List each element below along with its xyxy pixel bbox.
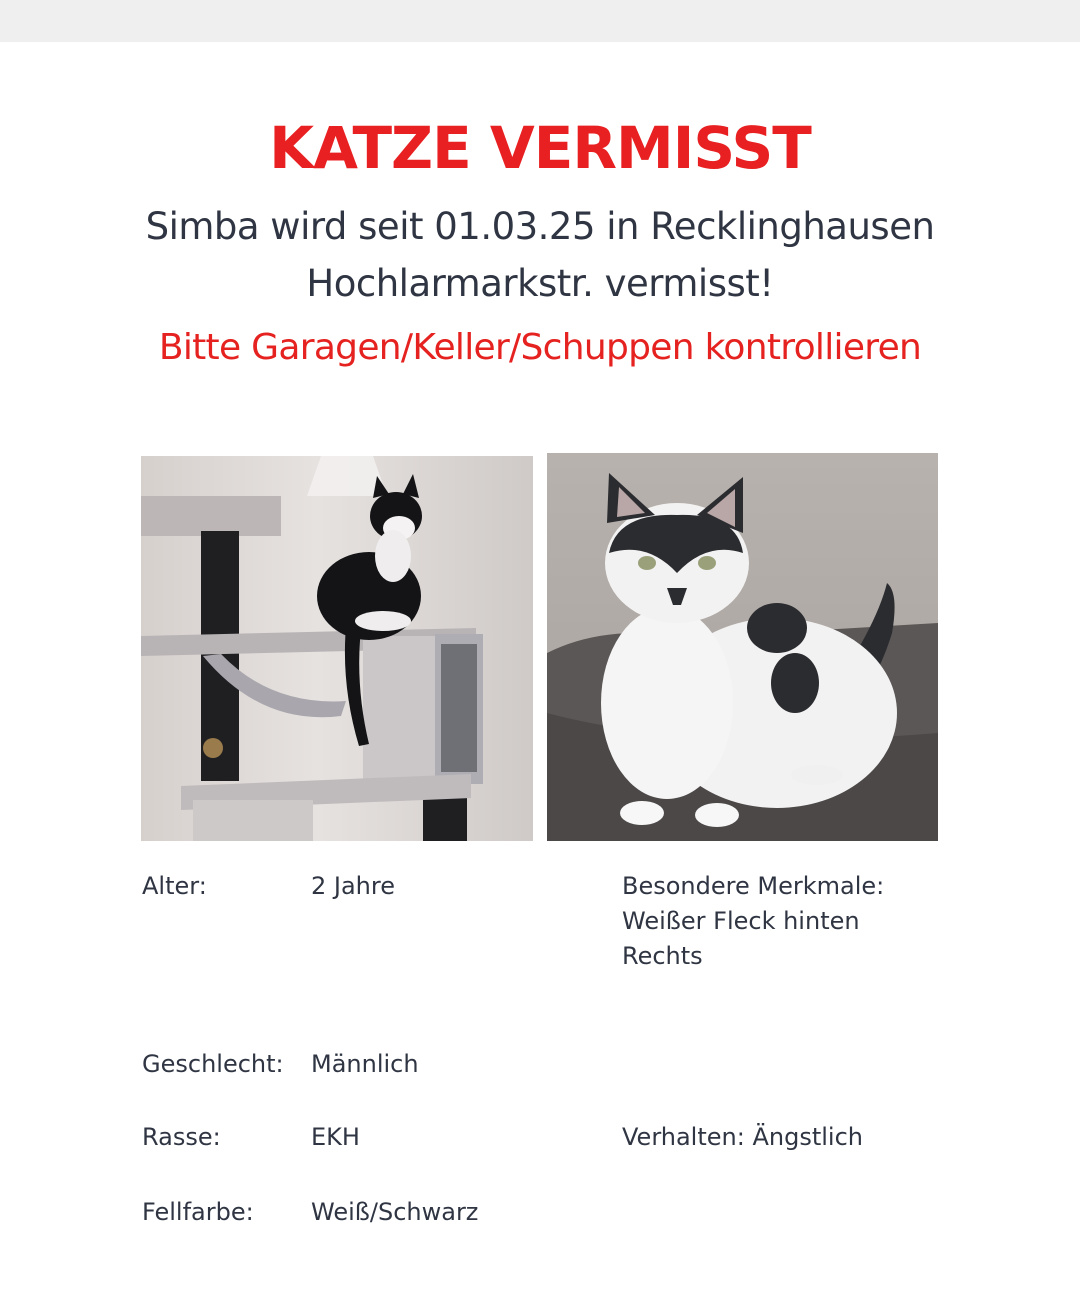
- verhalten-text: Verhalten: Ängstlich: [622, 1123, 863, 1151]
- rasse-value: EKH: [311, 1123, 360, 1151]
- page-title: KATZE VERMISST: [269, 114, 811, 182]
- fellfarbe-label: Fellfarbe:: [142, 1198, 254, 1226]
- alter-value: 2 Jahre: [311, 872, 395, 900]
- top-bar: [0, 0, 1080, 42]
- merkmale-line-1: Weißer Fleck hinten: [622, 907, 860, 935]
- cat-on-scratching-post-photo: [141, 456, 533, 841]
- geschlecht-label: Geschlecht:: [142, 1050, 284, 1078]
- merkmale-label: Besondere Merkmale:: [622, 872, 885, 900]
- subtitle-line-1: Simba wird seit 01.03.25 in Recklinghausen: [145, 205, 935, 248]
- subtitle: [40, 198, 1040, 312]
- geschlecht-value: Männlich: [311, 1050, 419, 1078]
- rasse-label: Rasse:: [142, 1123, 221, 1151]
- fellfarbe-value: Weiß/Schwarz: [311, 1198, 479, 1226]
- cat-sitting-on-sofa-photo: [547, 453, 938, 841]
- merkmale-block: [622, 869, 1042, 974]
- subtitle-line-2: Hochlarmarkstr. vermisst!: [306, 262, 774, 305]
- search-request: Bitte Garagen/Keller/Schuppen kontrollieren: [158, 327, 922, 368]
- merkmale-line-2: Rechts: [622, 942, 703, 970]
- alter-label: Alter:: [142, 872, 207, 900]
